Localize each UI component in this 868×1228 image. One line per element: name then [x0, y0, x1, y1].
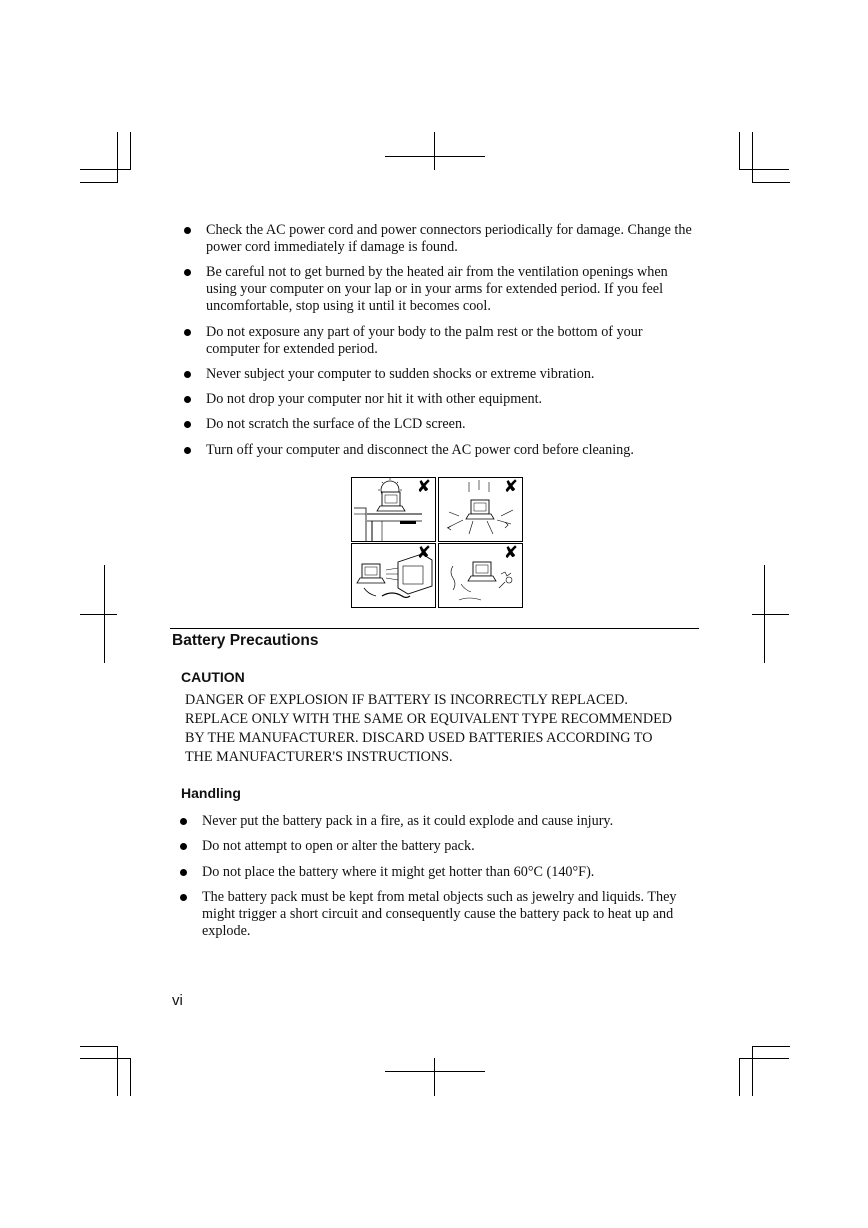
bullet-icon: [184, 447, 191, 454]
list-item: Do not attempt to open or alter the battery pack.: [178, 838, 693, 855]
bullet-icon: [184, 371, 191, 378]
bullet-icon: [184, 227, 191, 234]
prohibited-mark: ✘: [503, 477, 518, 497]
list-item: Never put the battery pack in a fire, as it could explode and cause injury.: [178, 813, 693, 830]
panel-drop: [438, 477, 523, 542]
list-item: Do not scratch the surface of the LCD screen.: [182, 416, 692, 433]
list-item: Never subject your computer to sudden shocks or extreme vibration.: [182, 366, 692, 383]
bullet-icon: [180, 843, 187, 850]
panel-magnet: [351, 543, 436, 608]
list-item: Do not place the battery where it might get hotter than 60°C (140°F).: [178, 864, 693, 881]
bullet-icon: [184, 421, 191, 428]
handling-list: [178, 813, 693, 948]
bullet-icon: [180, 894, 187, 901]
bullet-icon: [180, 869, 187, 876]
list-item: Be careful not to get burned by the heated air from the ventilation openings when using your computer on your lap or in your arms for extended period. If you feel uncomfortable, stop using it until it becomes cool.: [182, 264, 692, 315]
caution-line: DANGER OF EXPLOSION IF BATTERY IS INCORRECTLY REPLACED.: [185, 692, 628, 708]
caution-line: THE MANUFACTURER'S INSTRUCTIONS.: [185, 749, 453, 765]
page-number: vi: [172, 992, 183, 1009]
list-item: Do not drop your computer nor hit it with other equipment.: [182, 391, 692, 408]
panel-heat: [351, 477, 436, 542]
section-heading: Battery Precautions: [172, 632, 319, 649]
caution-line: BY THE MANUFACTURER. DISCARD USED BATTERIES ACCORDING TO: [185, 730, 653, 746]
section-divider: [170, 628, 699, 629]
caution-line: REPLACE ONLY WITH THE SAME OR EQUIVALENT TYPE RECOMMENDED: [185, 711, 672, 727]
bullet-icon: [184, 396, 191, 403]
list-item: Check the AC power cord and power connectors periodically for damage. Change the power cord immediately if damage is found.: [182, 222, 692, 256]
prohibited-mark: ✘: [503, 543, 518, 563]
bullet-icon: [184, 329, 191, 336]
precautions-list: [182, 222, 692, 467]
list-item: The battery pack must be kept from metal objects such as jewelry and liquids. They might trigger a short circuit and consequently cause the battery pack to heat up and explode.: [178, 889, 693, 940]
bullet-icon: [184, 269, 191, 276]
list-item: Turn off your computer and disconnect the AC power cord before cleaning.: [182, 442, 692, 459]
bullet-icon: [180, 818, 187, 825]
prohibited-mark: ✘: [416, 477, 431, 497]
caution-text: [185, 691, 705, 767]
panel-vibration: [438, 543, 523, 608]
caution-title: CAUTION: [181, 669, 245, 685]
list-item: Do not exposure any part of your body to the palm rest or the bottom of your computer for extended period.: [182, 324, 692, 358]
prohibited-mark: ✘: [416, 543, 431, 563]
handling-title: Handling: [181, 785, 241, 801]
